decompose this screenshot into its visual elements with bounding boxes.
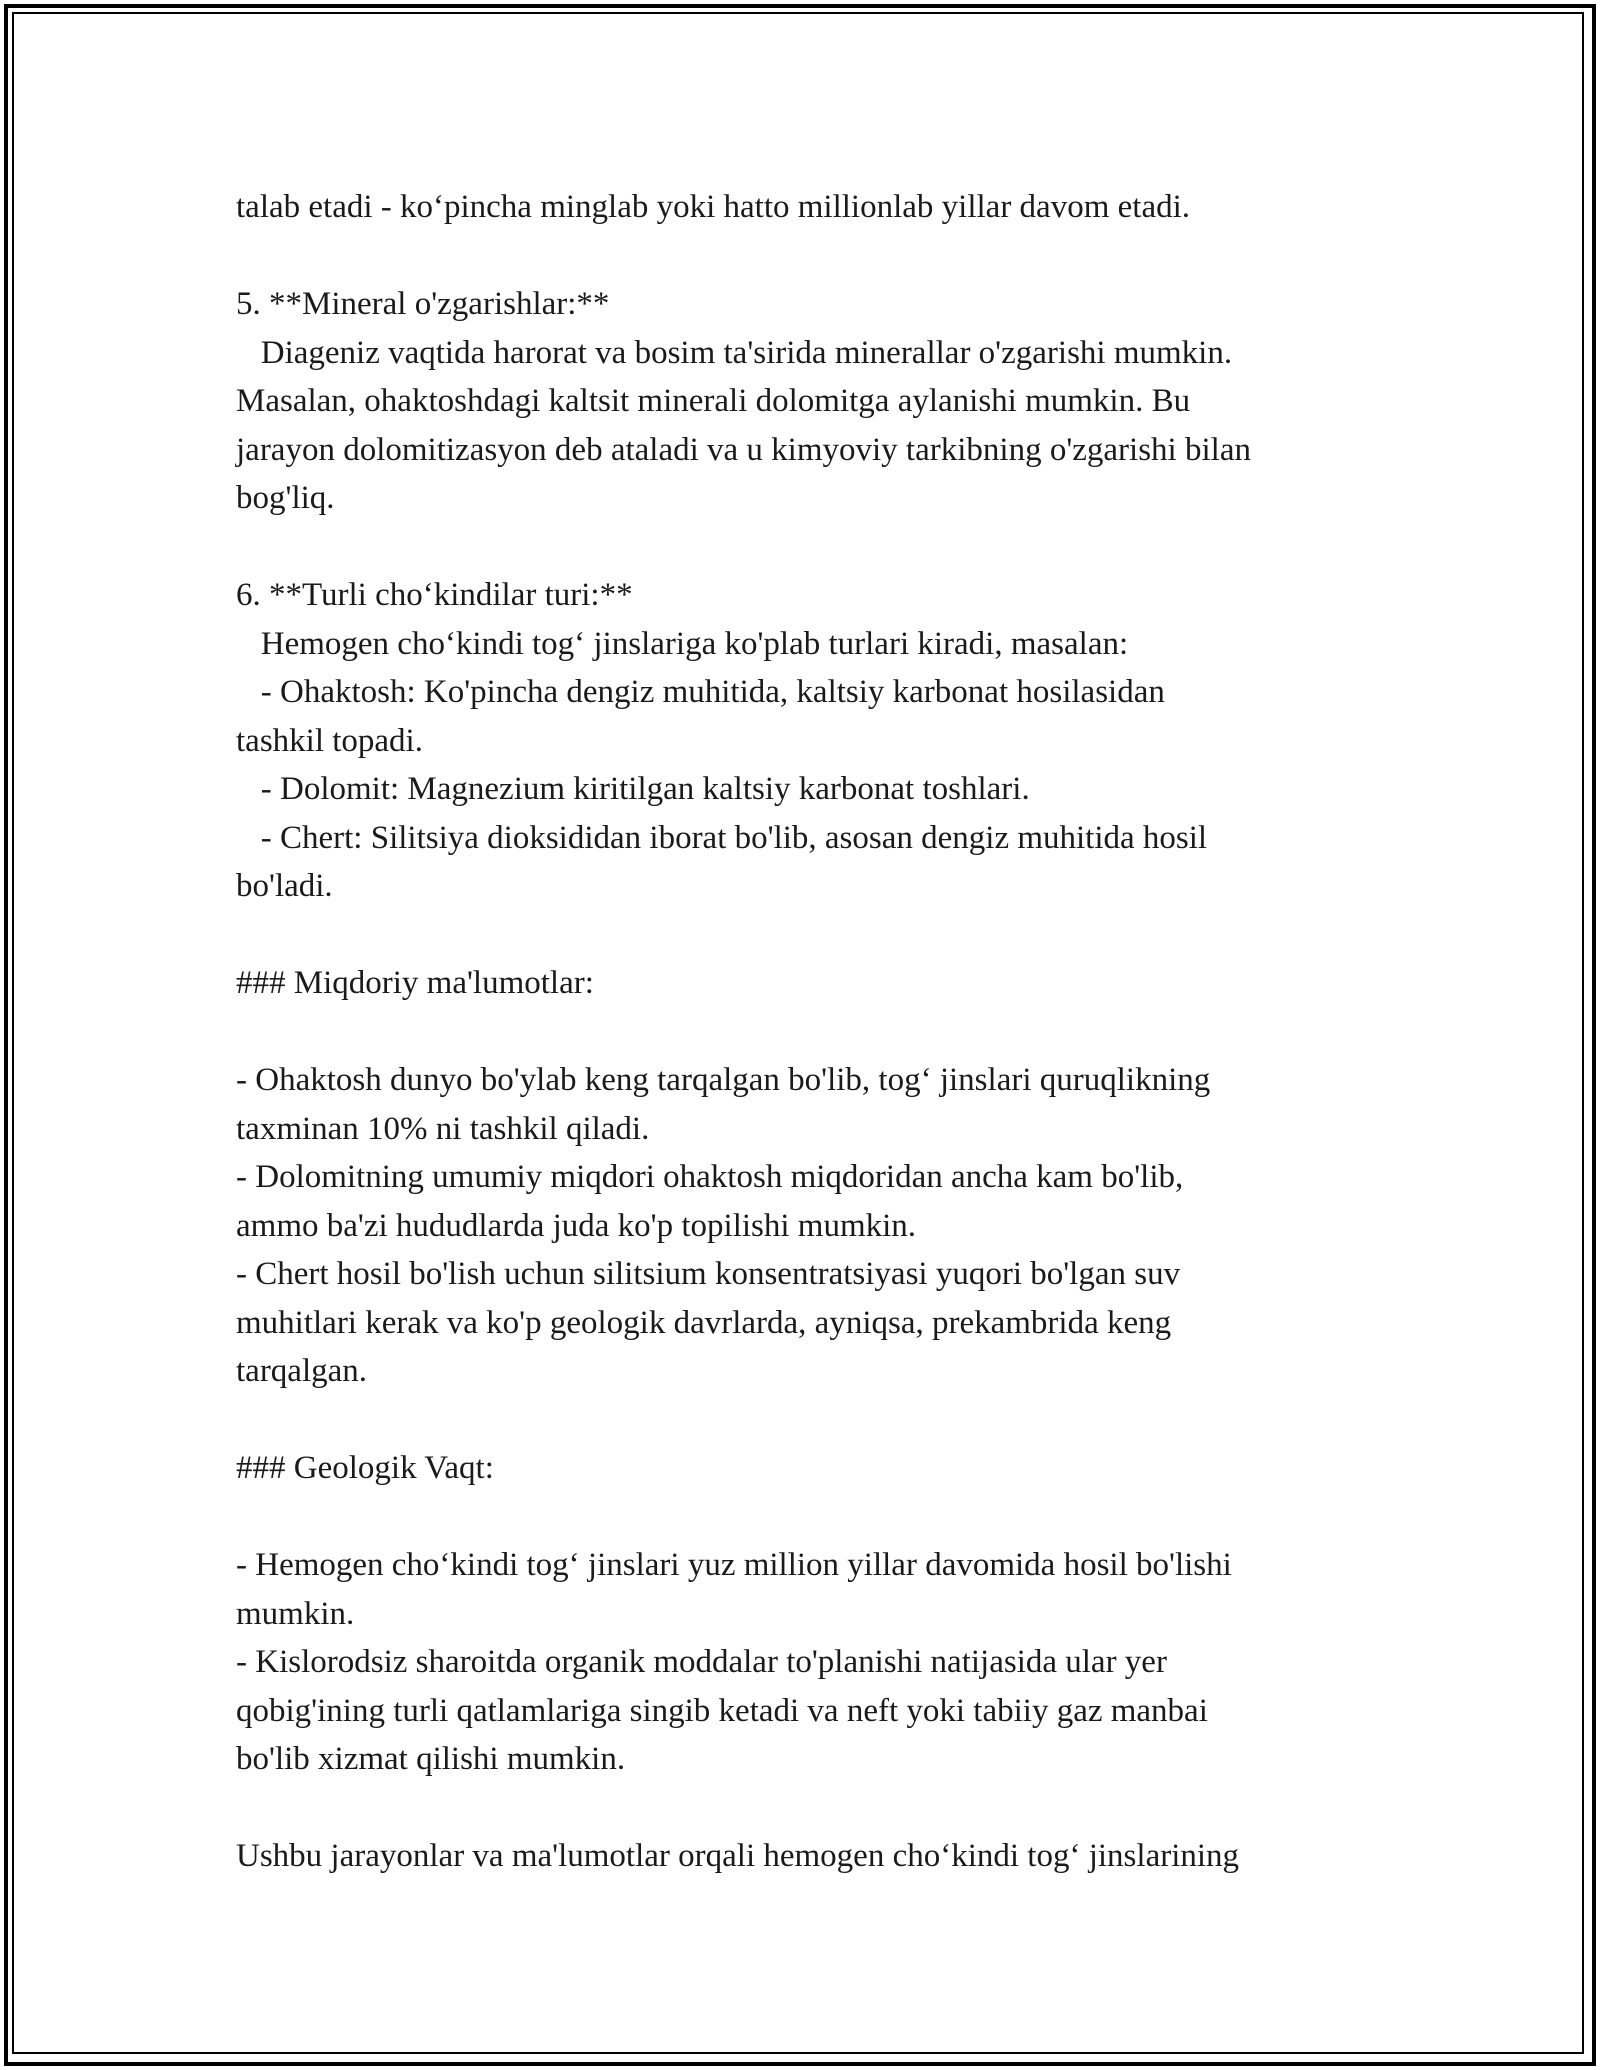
- list-item: - Chert: Silitsiya dioksididan iborat bo'lib, asosan dengiz muhitida hosil: [236, 819, 1208, 856]
- text-line: muhitlari kerak va ko'p geologik davrlarda, ayniqsa, prekambrida keng: [236, 1304, 1172, 1341]
- text-line: Masalan, ohaktoshdagi kaltsit minerali dolomitga aylanishi mumkin. Bu: [236, 383, 1191, 419]
- text-line: qobig'ining turli qatlamlariga singib ketadi va neft yoki tabiiy gaz manbai: [236, 1692, 1208, 1729]
- blank-line: [236, 911, 1386, 960]
- blank-line: [236, 1493, 1386, 1542]
- blank-line: [236, 523, 1386, 572]
- list-item: - Dolomitning umumiy miqdori ohaktosh miqdoridan ancha kam bo'lib,: [236, 1159, 1184, 1195]
- section-heading: 5. **Mineral o'zgarishlar:**: [236, 286, 610, 322]
- text-line: talab etadi - koʻpincha minglab yoki hatto millionlab yillar davom etadi.: [236, 189, 1191, 225]
- list-item: - Dolomit: Magnezium kiritilgan kaltsiy karbonat toshlari.: [236, 771, 1030, 807]
- text-line: Ushbu jarayonlar va ma'lumotlar orqali hemogen choʻkindi togʻ jinslarining: [236, 1838, 1240, 1874]
- text-line: tarqalgan.: [236, 1353, 368, 1389]
- list-item: - Kislorodsiz sharoitda organik moddalar to'planishi natijasida ular yer: [236, 1644, 1167, 1680]
- section-heading: ### Miqdoriy ma'lumotlar:: [236, 965, 594, 1001]
- list-item: - Hemogen choʻkindi togʻ jinslari yuz million yillar davomida hosil bo'lishi: [236, 1547, 1232, 1583]
- text-line: jarayon dolomitizasyon deb ataladi va u kimyoviy tarkibning o'zgarishi bilan: [236, 431, 1251, 468]
- text-line: bo'ladi.: [236, 868, 333, 904]
- text-line: bog'liq.: [236, 480, 335, 516]
- text-line: bo'lib xizmat qilishi mumkin.: [236, 1741, 626, 1777]
- document-body: [236, 183, 1386, 1881]
- text-line: taxminan 10% ni tashkil qiladi.: [236, 1110, 650, 1147]
- text-line: Hemogen choʻkindi togʻ jinslariga ko'plab turlari kiradi, masalan:: [236, 625, 1129, 662]
- blank-line: [236, 1396, 1386, 1445]
- text-line: ammo ba'zi hududlarda juda ko'p topilishi mumkin.: [236, 1207, 917, 1244]
- section-heading: 6. **Turli choʻkindilar turi:**: [236, 577, 633, 613]
- text-line: mumkin.: [236, 1595, 355, 1632]
- section-heading: ### Geologik Vaqt:: [236, 1450, 494, 1486]
- text-line: Diageniz vaqtida harorat va bosim ta'sirida minerallar o'zgarishi mumkin.: [236, 334, 1233, 371]
- list-item: - Ohaktosh dunyo bo'ylab keng tarqalgan bo'lib, togʻ jinslari quruqlikning: [236, 1062, 1211, 1098]
- list-item: - Chert hosil bo'lish uchun silitsium konsentratsiyasi yuqori bo'lgan suv: [236, 1256, 1181, 1292]
- text-line: tashkil topadi.: [236, 722, 423, 759]
- blank-line: [236, 1008, 1386, 1057]
- list-item: - Ohaktosh: Ko'pincha dengiz muhitida, kaltsiy karbonat hosilasidan: [236, 674, 1165, 710]
- blank-line: [236, 232, 1386, 281]
- blank-line: [236, 1784, 1386, 1833]
